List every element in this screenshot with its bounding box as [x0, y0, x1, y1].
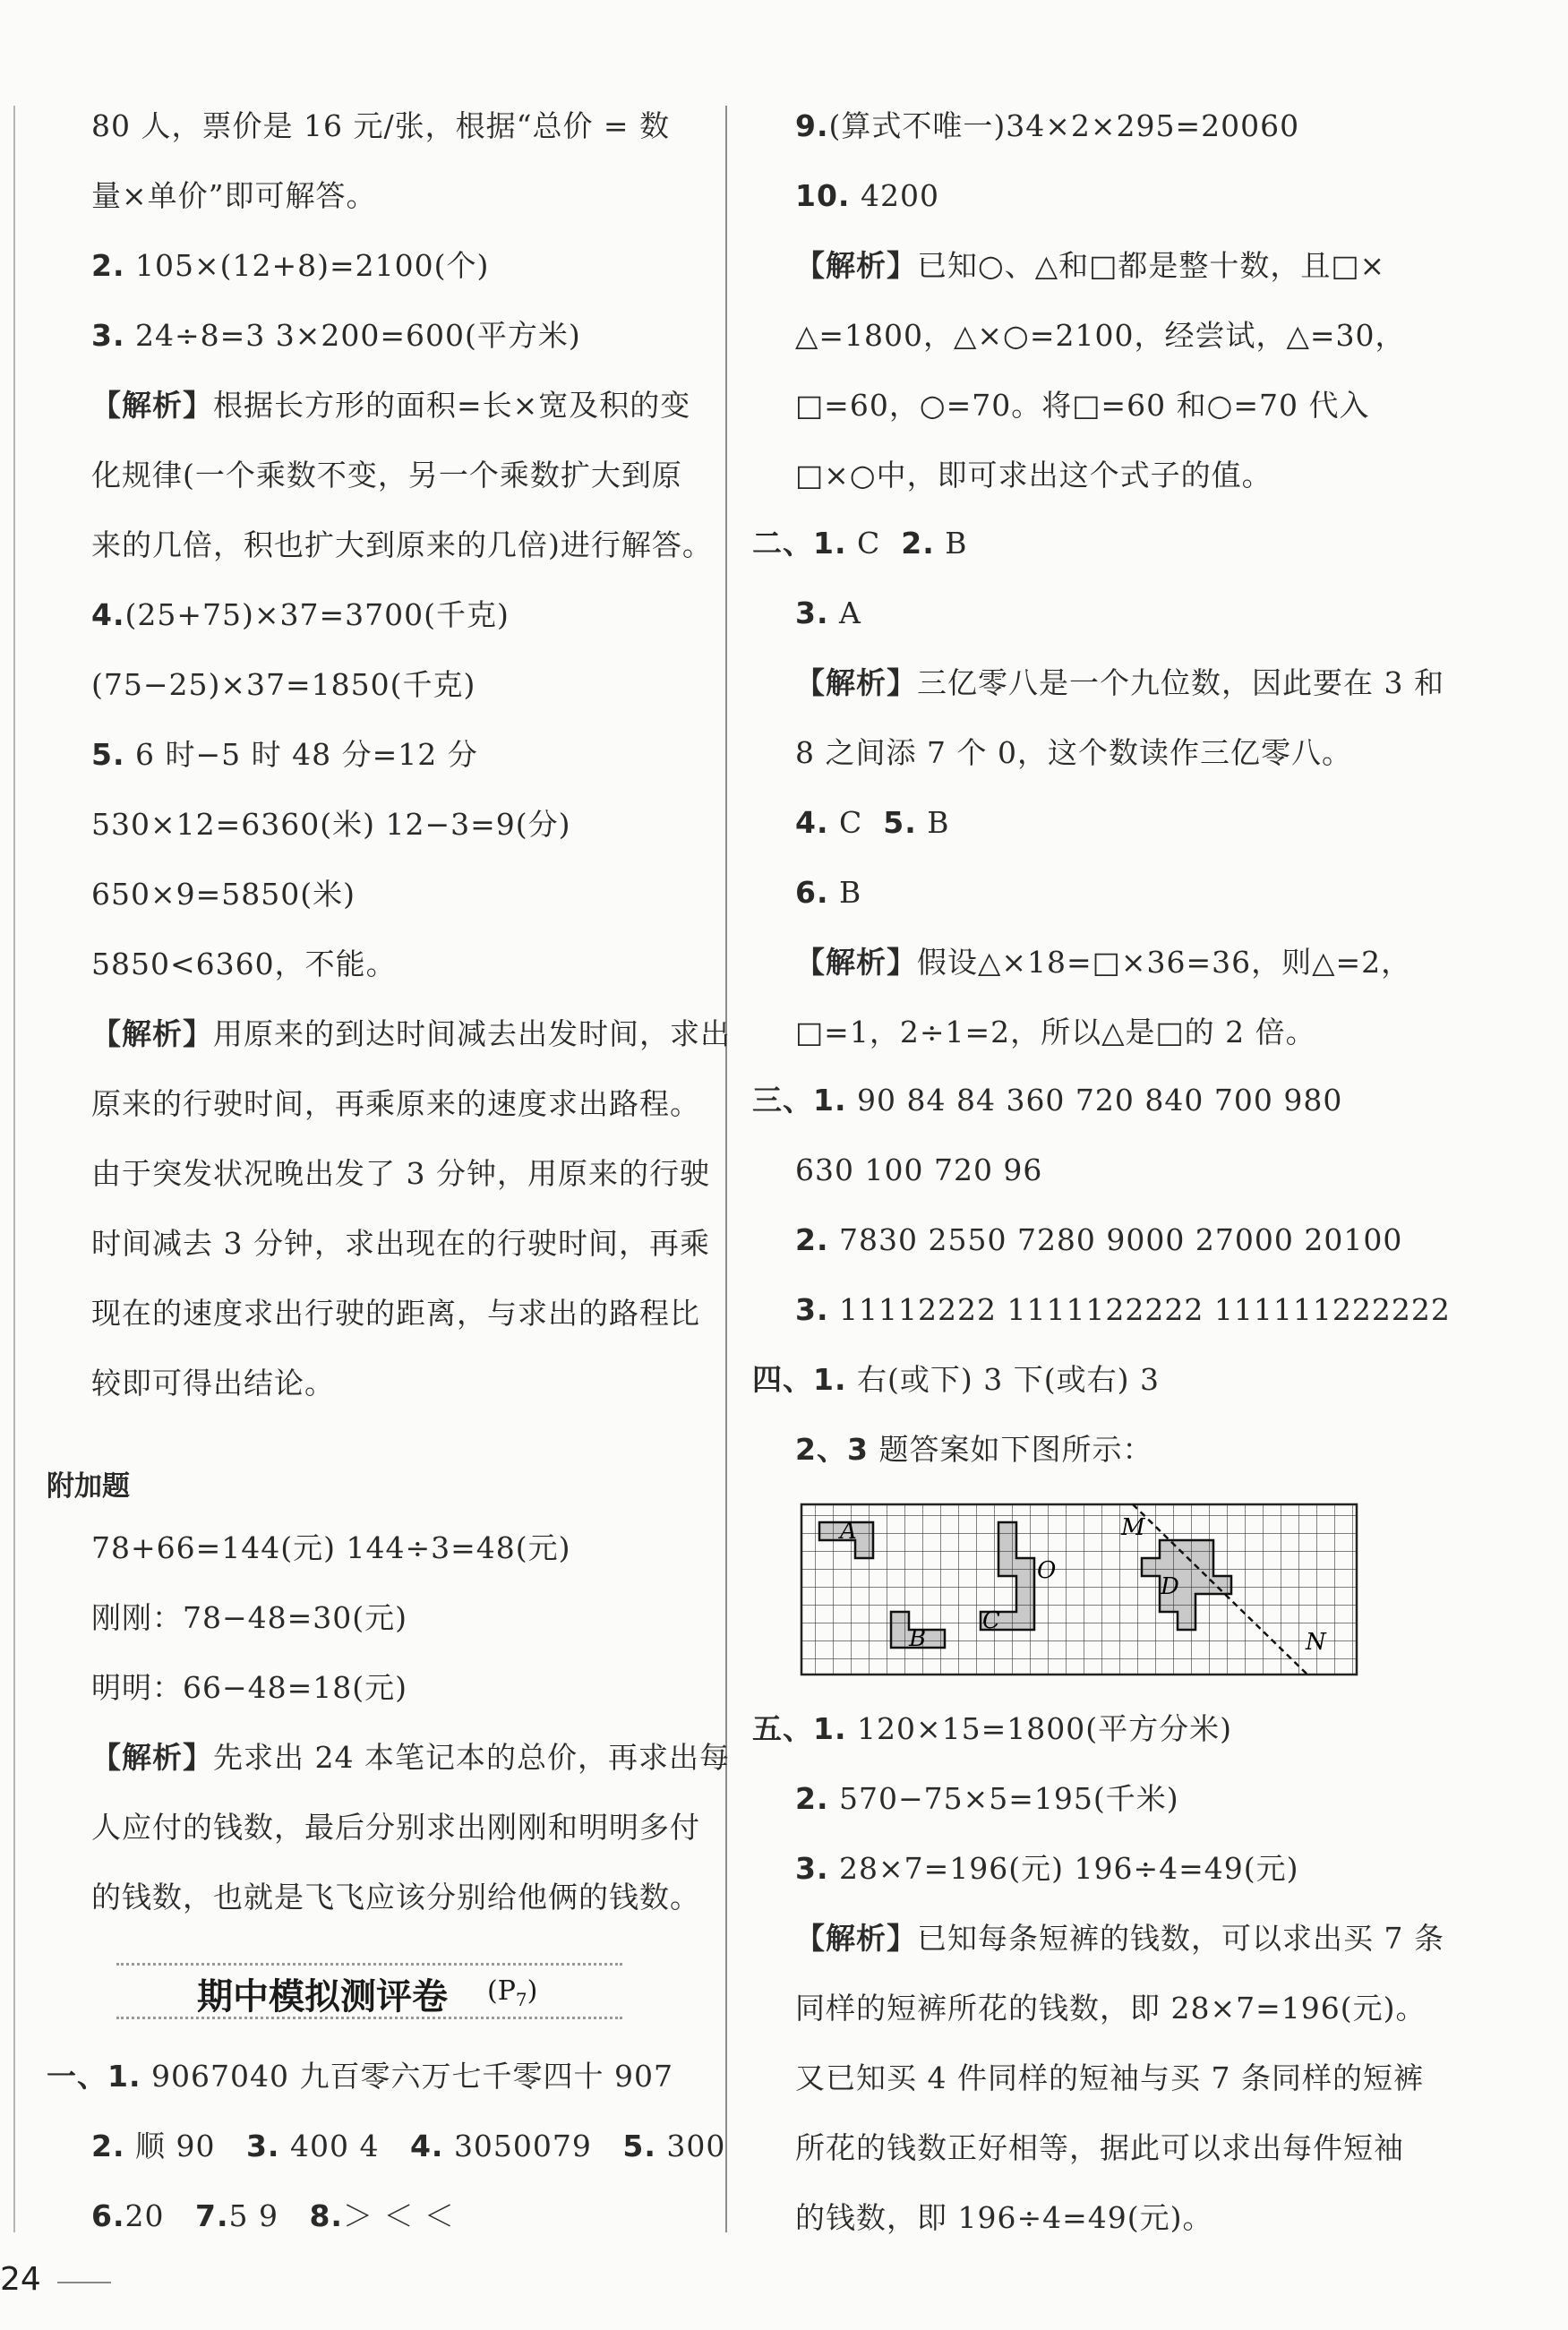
text-line: 8 之间添 7 个 0，这个数读作三亿零八。 — [795, 735, 1352, 770]
s2-answers-1-2: 二、1. C 2. B — [752, 526, 968, 561]
s2-answer-6: 6. B — [795, 875, 862, 910]
text-line: 5850<6360，不能。 — [91, 947, 397, 981]
text-line: 530×12=6360(米) 12−3=9(分) — [91, 807, 571, 842]
section-page-ref: $(P_7)$ — [487, 1975, 538, 2010]
grid-figure — [797, 1497, 1361, 1678]
text-line: 人应付的钱数，最后分别求出刚刚和明明多付 — [91, 1810, 700, 1845]
text-line: 现在的速度求出行驶的距离，与求出的路程比 — [91, 1296, 700, 1331]
analysis-r3: 【解析】假设△×18=□×36=36，则△=2， — [795, 945, 1412, 980]
text-line: 650×9=5850(米) — [91, 877, 356, 912]
grid-label-N: N — [1306, 1629, 1326, 1656]
s2-answers-4-5: 4. C 5. B — [795, 805, 950, 840]
analysis-2: 【解析】用原来的到达时间减去出发时间，求出 — [91, 1016, 731, 1051]
text-line: 明明：66−48=18(元) — [91, 1670, 408, 1705]
left-margin-rule — [13, 106, 15, 2232]
text-line: □=60，○=70。将□=60 和○=70 代入 — [795, 388, 1370, 423]
answer-9: 9.(算式不唯一)34×2×295=20060 — [795, 108, 1300, 143]
s1-answers-6-8: 6.20 7.5 9 8.＞ ＜ ＜ — [91, 2198, 455, 2233]
s4-answer-2-3: 2、3 题答案如下图所示： — [795, 1432, 1153, 1467]
s2-answer-3: 3. A — [795, 595, 861, 630]
text-line: 来的几倍，积也扩大到原来的几倍)进行解答。 — [91, 527, 713, 562]
text-line: 所花的钱数正好相等，据此可以求出每件短袖 — [795, 2130, 1404, 2165]
answer-5: 5. 6 时−5 时 48 分=12 分 — [91, 737, 478, 772]
grid-label-C: C — [982, 1607, 1000, 1634]
text-line: (75−25)×37=1850(千克) — [91, 667, 476, 702]
page-number: 24 — [0, 2261, 41, 2298]
analysis-r4: 【解析】已知每条短裤的钱数，可以求出买 7 条 — [795, 1921, 1444, 1956]
text-line: □=1，2÷1=2，所以△是□的 2 倍。 — [795, 1015, 1316, 1049]
text-line: 刚刚：78−48=30(元) — [91, 1600, 408, 1635]
page-number-rule — [57, 2282, 111, 2283]
s5-answer-2: 2. 570−75×5=195(千米) — [795, 1781, 1179, 1816]
analysis-r2: 【解析】三亿零八是一个九位数，因此要在 3 和 — [795, 665, 1444, 700]
answer-4: 4.(25+75)×37=3700(千克) — [91, 597, 510, 632]
answer-3: 3. 24÷8=3 3×200=600(平方米) — [91, 318, 581, 353]
s5-answer-1: 五、1. 120×15=1800(平方分米) — [752, 1711, 1233, 1746]
text-line: 时间减去 3 分钟，求出现在的行驶时间，再乘 — [91, 1226, 710, 1261]
grid-label-D: D — [1161, 1573, 1179, 1600]
band-rule-top — [116, 1963, 622, 1966]
answer-10: 10. 4200 — [795, 178, 939, 213]
text-line: 的钱数，也就是飞飞应该分别给他俩的钱数。 — [91, 1880, 700, 1915]
text-line: □×○中，即可求出这个式子的值。 — [795, 458, 1272, 493]
text-line: 原来的行驶时间，再乘原来的速度求出路程。 — [91, 1086, 700, 1121]
text-line: 80 人，票价是 16 元/张，根据“总价 = 数 — [91, 108, 671, 143]
extra-title: 附加题 — [47, 1470, 130, 1503]
s1-answers-2-5: 2. 顺 90 3. 400 4 4. 3050079 5. 300 — [91, 2129, 726, 2163]
analysis-r1: 【解析】已知○、△和□都是整十数，且□× — [795, 248, 1386, 283]
s1-answer-1: 一、1. 9067040 九百零六万七千零四十 907 — [47, 2059, 673, 2094]
s3-answer-1: 三、1. 90 84 84 360 720 840 700 980 — [752, 1083, 1343, 1118]
analysis-3: 【解析】先求出 24 本笔记本的总价，再求出每 — [91, 1740, 730, 1775]
text-line: 的钱数，即 196÷4=49(元)。 — [795, 2200, 1213, 2235]
text-line: 量×单价”即可解答。 — [91, 178, 377, 213]
s4-answer-1: 四、1. 右(或下) 3 下(或右) 3 — [752, 1362, 1160, 1397]
grid-label-B: B — [909, 1625, 927, 1652]
grid-label-M: M — [1121, 1514, 1145, 1541]
s5-answer-3: 3. 28×7=196(元) 196÷4=49(元) — [795, 1851, 1299, 1886]
text-line: 同样的短裤所花的钱数，即 28×7=196(元)。 — [795, 1991, 1427, 2026]
text-line: 由于突发状况晚出发了 3 分钟，用原来的行驶 — [91, 1156, 710, 1191]
s3-answer-2: 2. 7830 2550 7280 9000 27000 20100 — [795, 1222, 1403, 1257]
grid-label-A: A — [840, 1518, 857, 1545]
s3-answer-3: 3. 11112222 1111122222 111111222222 — [795, 1292, 1451, 1327]
answer-2: 2. 105×(12+8)=2100(个) — [91, 248, 490, 283]
text-line: 较即可得出结论。 — [91, 1366, 335, 1401]
text-line: 化规律(一个乘数不变，另一个乘数扩大到原 — [91, 458, 682, 493]
text-line: △=1800，△×○=2100，经尝试，△=30， — [795, 318, 1406, 353]
column-divider — [725, 106, 727, 2232]
section-title: 期中模拟测评卷 — [197, 1976, 448, 2017]
text-line: 630 100 720 96 — [795, 1152, 1043, 1187]
analysis-1: 【解析】根据长方形的面积=长×宽及积的变 — [91, 388, 691, 423]
text-line: 78+66=144(元) 144÷3=48(元) — [91, 1530, 571, 1565]
text-line: 又已知买 4 件同样的短袖与买 7 条同样的短裤 — [795, 2060, 1424, 2095]
grid-label-O: O — [1037, 1557, 1057, 1584]
